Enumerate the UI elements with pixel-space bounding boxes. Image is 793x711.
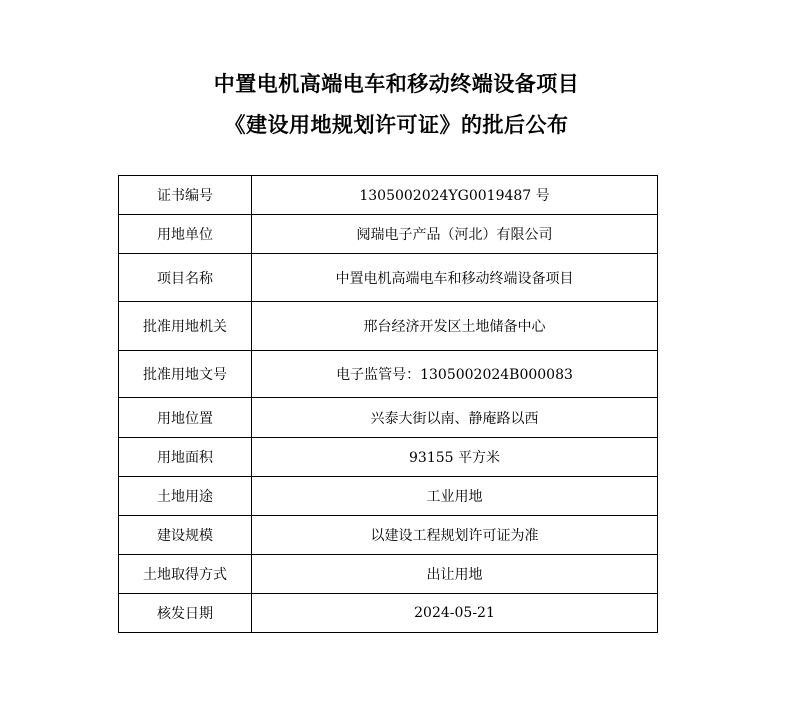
row-label: 土地用途: [119, 477, 252, 516]
row-label: 批准用地机关: [119, 302, 252, 351]
table-row-certificate-number: [119, 176, 658, 215]
table-row-land-location: [119, 398, 658, 438]
row-value: 阋瑞电子产品（河北）有限公司: [252, 215, 658, 254]
row-label: 证书编号: [119, 176, 252, 215]
table-row-approval-document-number: [119, 351, 658, 398]
row-value: 工业用地: [252, 477, 658, 516]
row-label: 批准用地文号: [119, 351, 252, 398]
table-row-project-name: [119, 254, 658, 302]
table-row-land-user: [119, 215, 658, 254]
table-row-land-use: [119, 477, 658, 516]
title-line-1: 中置电机高端电车和移动终端设备项目: [213, 71, 580, 96]
row-value: 93155 平方米: [252, 438, 658, 477]
row-value: 电子监管号：1305002024B000083: [252, 351, 658, 398]
row-label: 建设规模: [119, 516, 252, 555]
row-value: 1305002024YG0019487 号: [252, 176, 658, 215]
row-label: 用地单位: [119, 215, 252, 254]
row-value: 中置电机高端电车和移动终端设备项目: [252, 254, 658, 302]
row-value: 邢台经济开发区土地储备中心: [252, 302, 658, 351]
row-label: 土地取得方式: [119, 555, 252, 594]
table-row-land-acquisition-method: [119, 555, 658, 594]
document-title: [0, 72, 793, 137]
row-value: 出让用地: [252, 555, 658, 594]
permit-info-table: [118, 175, 658, 633]
row-value: 兴泰大街以南、静庵路以西: [252, 398, 658, 438]
row-label: 项目名称: [119, 254, 252, 302]
title-line-2: 《建设用地规划许可证》的批后公布: [224, 112, 569, 137]
row-label: 核发日期: [119, 594, 252, 633]
row-value: 2024-05-21: [252, 594, 658, 633]
row-value: 以建设工程规划许可证为准: [252, 516, 658, 555]
table-row-land-area: [119, 438, 658, 477]
table-row-construction-scale: [119, 516, 658, 555]
row-label: 用地位置: [119, 398, 252, 438]
table-row-issue-date: [119, 594, 658, 633]
table-row-approval-authority: [119, 302, 658, 351]
row-label: 用地面积: [119, 438, 252, 477]
